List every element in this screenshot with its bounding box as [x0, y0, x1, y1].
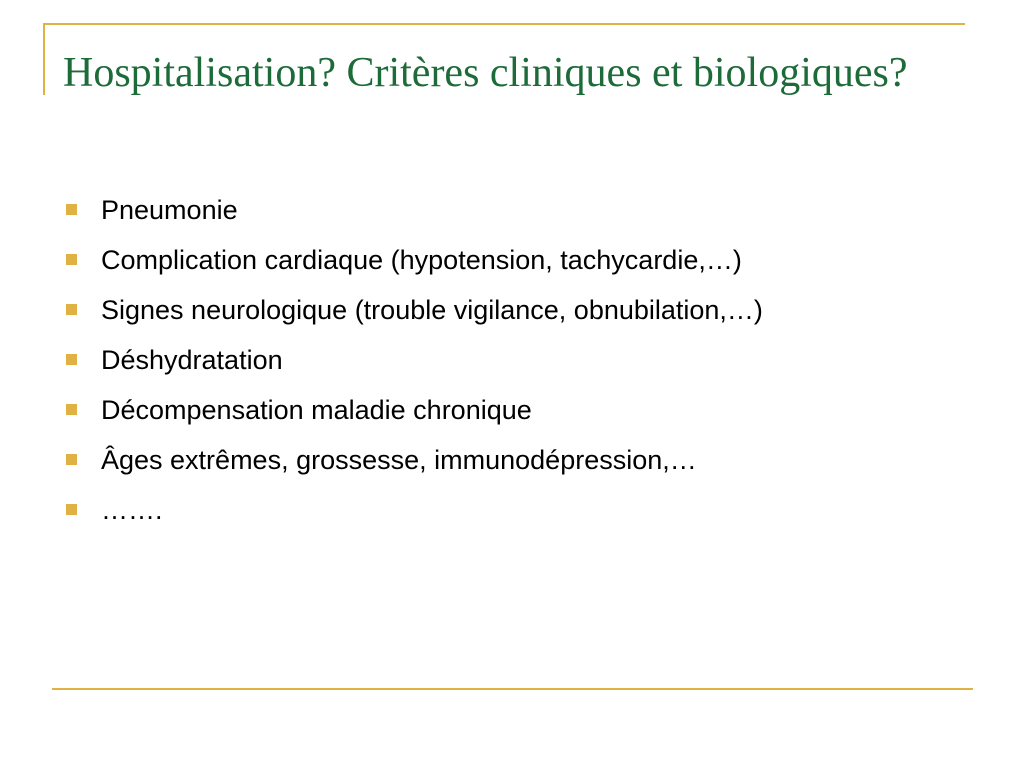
bullet-text: Déshydratation — [101, 345, 283, 375]
bullet-text: Signes neurologique (trouble vigilance, obnubilation,…) — [101, 295, 763, 325]
bottom-rule — [52, 688, 973, 690]
square-bullet-icon — [66, 354, 77, 365]
square-bullet-icon — [66, 504, 77, 515]
bullet-text: Âges extrêmes, grossesse, immunodépression,… — [101, 445, 697, 475]
bullet-list — [64, 190, 964, 540]
bullet-item-deshydratation — [64, 340, 964, 380]
bullet-item-decompensation — [64, 390, 964, 430]
square-bullet-icon — [66, 204, 77, 215]
square-bullet-icon — [66, 404, 77, 415]
bullet-item-pneumonie — [64, 190, 964, 230]
bullet-text: Décompensation maladie chronique — [101, 395, 532, 425]
bullet-item-ages-extremes — [64, 440, 964, 480]
bullet-text: Complication cardiaque (hypotension, tachycardie,…) — [101, 245, 742, 275]
bullet-item-signes-neurologique — [64, 290, 964, 330]
square-bullet-icon — [66, 304, 77, 315]
bullet-text: Pneumonie — [101, 195, 238, 225]
square-bullet-icon — [66, 254, 77, 265]
slide-title: Hospitalisation? Critères cliniques et biologiques? — [63, 50, 908, 96]
top-rule — [43, 23, 965, 25]
square-bullet-icon — [66, 454, 77, 465]
bullet-item-ellipsis — [64, 490, 964, 530]
left-rule — [43, 23, 45, 95]
bullet-item-complication-cardiaque — [64, 240, 964, 280]
bullet-text: ……. — [101, 495, 163, 525]
